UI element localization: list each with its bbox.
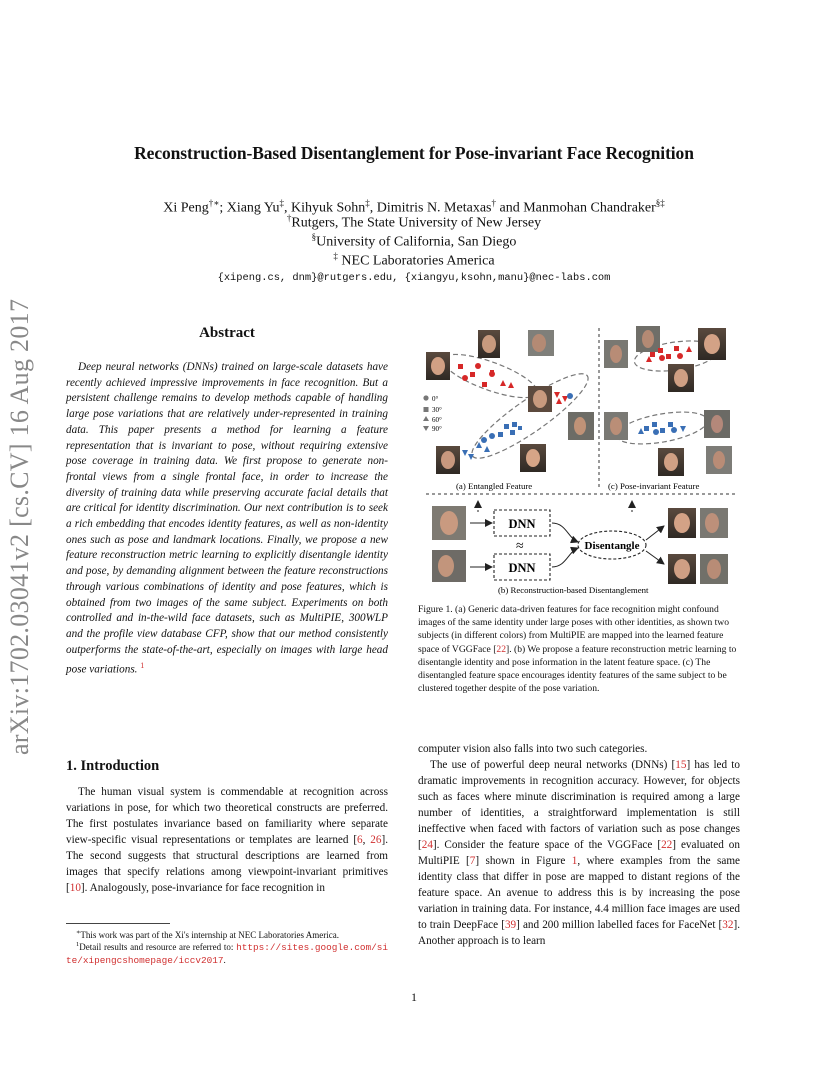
section-heading-introduction: 1. Introduction	[66, 758, 160, 774]
legend-label: 90°	[432, 425, 442, 433]
footnote-divider	[66, 923, 170, 924]
intro-text: The human visual system is commendable at recognition across variations in pose, for which two theoretical constructs are preferred. The first postulates invariance based on familiarity where separate view-specific visual representations or templates are learned [	[66, 786, 388, 846]
legend-label: 0°	[432, 395, 439, 403]
arrow-icon	[552, 548, 578, 567]
footnote-url-link[interactable]: https://sites.google.com/site/xipengcshomepage/iccv2017	[66, 942, 388, 966]
affiliation-nec	[0, 251, 828, 270]
dnn-label: DNN	[508, 561, 536, 575]
arrow-icon	[646, 551, 664, 564]
affiliation-ucsd	[0, 232, 828, 251]
affiliation-name: University of California, San Diego	[316, 234, 517, 250]
author-list: Xi Peng†∗; Xiang Yu‡, Kihyuk Sohn‡, Dimitris N. Metaxas† and Manmohan Chandraker§‡	[163, 198, 665, 216]
pose-legend	[423, 395, 442, 433]
intro-paragraph-continued: computer vision also falls into two such categories.	[418, 743, 648, 755]
disentangle-label: Disentangle	[584, 540, 640, 552]
author-mark: ‡	[279, 198, 284, 208]
intro-text: ] has led to dramatic improvements in recognition accuracy. However, for objects such as faces where minute discrimination is required among a large number of identities, a straightforward implementation is still ineffective when faced with factors of variation such as pose changes [	[418, 759, 740, 851]
author-name: Dimitris N. Metaxas	[376, 200, 492, 216]
citation-link[interactable]: 6	[357, 834, 363, 846]
intro-paragraph-1	[66, 784, 388, 896]
right-column-body	[418, 741, 740, 949]
author-mark: §‡	[655, 198, 665, 208]
paper-title: Reconstruction-Based Disentanglement for Pose-invariant Face Recognition	[134, 143, 694, 163]
citation-link[interactable]: 32	[722, 919, 734, 931]
footnote-resources	[66, 939, 388, 967]
figure-link[interactable]: 1	[571, 855, 578, 867]
affiliation-mark: ‡	[333, 251, 338, 261]
blue-feature-points	[638, 422, 686, 435]
legend-label: 30°	[432, 406, 442, 414]
figure-caption	[418, 603, 740, 695]
caption-text: Figure 1. (a) Generic data-driven features for face recognition might confound images of the same identity under large poses with other identities, as shown two subjects (in different colors) from MultiPIE are mapped into the learned feature space of VGGFace [	[418, 604, 730, 655]
citation-link[interactable]: 26	[370, 834, 382, 846]
author-name: Manmohan Chandraker	[523, 200, 656, 216]
citation-link[interactable]: 39	[504, 919, 517, 931]
legend-triangle-up-icon	[423, 416, 429, 421]
intro-text: ]. Another approach is to learn	[418, 919, 740, 947]
panel-label-c: (c) Pose-invariant Feature	[608, 481, 700, 491]
intro-text: ]. Consider the feature space of the VGGFace [	[432, 839, 662, 851]
legend-label: 60°	[432, 416, 442, 424]
author-and: and	[499, 200, 520, 216]
figure-1	[418, 326, 740, 598]
legend-triangle-down-icon	[423, 426, 429, 431]
author-mark: †	[491, 198, 496, 208]
dnn-label: DNN	[508, 517, 536, 531]
approx-symbol: ≈	[516, 539, 524, 554]
footnote-mark: 1	[76, 941, 80, 948]
affiliation-rutgers	[0, 213, 828, 232]
citation-link[interactable]: 24	[421, 839, 433, 851]
citation-link[interactable]: 10	[69, 882, 81, 894]
legend-circle-icon	[423, 395, 428, 400]
abstract-body	[66, 360, 388, 679]
abstract-footnote-link[interactable]: 1	[140, 661, 145, 671]
blue-feature-points	[462, 393, 573, 460]
intro-text: ]. Analogously, pose-invariance for face recognition in	[80, 882, 325, 894]
legend-square-icon	[424, 407, 429, 412]
figure-1-diagram	[418, 326, 740, 598]
author-name: Xi Peng	[163, 200, 209, 216]
author-emails: {xipeng.cs, dnm}@rutgers.edu, {xiangyu,ksohn,manu}@nec-labs.com	[217, 272, 611, 284]
arrow-icon	[646, 526, 664, 540]
page-number: 1	[411, 990, 417, 1004]
author-name: Kihyuk Sohn	[290, 200, 366, 216]
affiliation-mark: †	[286, 213, 292, 223]
affiliation-mark: §	[311, 232, 317, 242]
author-mark: †∗	[208, 198, 220, 208]
footnote-text: Detail results and resource are referred to:	[79, 942, 237, 952]
footnote-text: This work was part of the Xi's internship at NEC Laboratories America.	[80, 930, 339, 940]
intro-text: ]. The second suggests that structural descriptions are learned from images that specify relations among viewpoint-invariant primitives [	[66, 834, 388, 894]
caption-text: ]. (b) We propose a feature reconstruction metric learning to disentangle identity and pose information in the latent feature space. (c) The disentangled feature space encourages identity features of the same subject to be clustered together despite of the pose variation.	[418, 643, 737, 695]
affiliation-name: NEC Laboratories America	[341, 253, 495, 269]
abstract-heading: Abstract	[199, 325, 255, 341]
author-name: Xiang Yu	[226, 200, 280, 216]
intro-text: ,	[362, 834, 371, 846]
citation-link[interactable]: 15	[675, 759, 687, 771]
author-mark: ‡	[365, 198, 370, 208]
affiliation-name: Rutgers, The State University of New Jersey	[291, 215, 542, 231]
footnote-text: .	[223, 955, 226, 965]
intro-text: ] shown in Figure	[475, 855, 572, 867]
intro-text: ] evaluated on MultiPIE [	[418, 839, 740, 867]
citation-link[interactable]: 7	[469, 855, 476, 867]
arxiv-stamp-text: arXiv:1702.03041v2 [cs.CV] 16 Aug 2017	[5, 298, 34, 755]
panel-label-a: (a) Entangled Feature	[456, 481, 533, 491]
arrow-icon	[552, 523, 578, 542]
intro-text: ] and 200 million labelled faces for FaceNet [	[516, 919, 723, 931]
abstract-text: Deep neural networks (DNNs) trained on large-scale datasets have recently achieved impressive improvements in face recognition. But a persistent challenge remains to develop methods capable of handling large pose variations that are relatively under-represented in training data. This paper presents a method for learning a feature representation that is invariant to pose, without requiring extensive pose coverage in training data. We first propose to generate non-frontal views from a single frontal face, in order to increase the diversity of training data while preserving accurate facial details that are critical for identity discrimination. Our next contribution is to seek a rich embedding that encodes identity features, as well as non-identity ones such as pose and landmark locations. Finally, we propose a new feature reconstruction metric learning to explicitly disentangle identity and pose, by demanding alignment between the feature reconstructions through various combinations of identity and pose features, which is obtained from two images of the same subject. Experiments on both controlled and in-the-wild face datasets, such as MultiPIE, 300WLP and the profile view database CFP, show that our method consistently outperforms the state-of-the-art, especially on images with large head pose variations.	[66, 361, 388, 677]
footnote-mark: ∗	[76, 929, 81, 936]
intro-paragraph-2	[418, 757, 740, 949]
face-thumbnails	[426, 326, 732, 476]
panel-label-b: (b) Reconstruction-based Disentanglement	[498, 585, 649, 595]
citation-link[interactable]: 22	[661, 839, 673, 851]
intro-text: , where examples from the same identity class that differ in pose are mapped to distant regions of the feature space. An avenue to address this is by increasing the pose variation in training data. For instance, 4.4 million face images are used to train DeepFace [	[418, 855, 741, 931]
citation-link[interactable]: 22	[496, 643, 507, 655]
intro-text: The use of powerful deep neural networks (DNNs) [	[430, 759, 676, 771]
